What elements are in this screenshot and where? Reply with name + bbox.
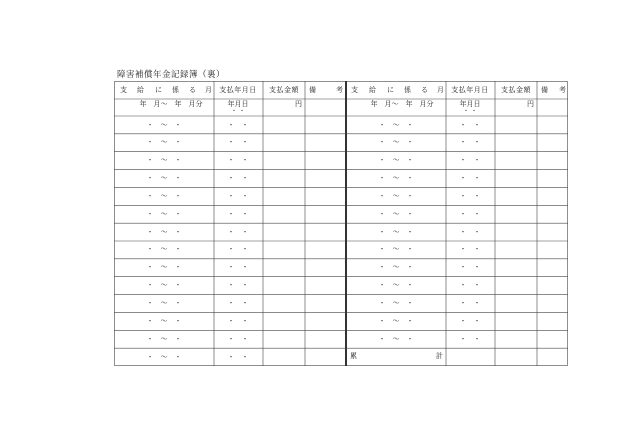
header-period-char: 給 [137,86,145,94]
row-pay-date: ・ ・ [459,227,481,236]
row-pay-date: ・ ・ [459,209,481,218]
row-period: ・ 〜 ・ [146,245,182,254]
row-pay-date: ・ ・ [459,138,481,147]
header-amount: 支払金額 [501,86,531,94]
row-period: ・ 〜 ・ [146,281,182,290]
units-pay-date-dots: ・ ・ [231,108,245,115]
row-pay-date: ・ ・ [227,120,249,129]
row-period: ・ 〜 ・ [146,191,182,200]
row-pay-date: ・ ・ [227,174,249,183]
units-pay-date: 年月日 [459,100,481,108]
header-period-char: 月 [437,86,445,94]
row-period: ・ 〜 ・ [378,299,414,308]
row-pay-date: ・ ・ [459,174,481,183]
row-period: ・ 〜 ・ [378,281,414,290]
row-pay-date: ・ ・ [227,352,249,361]
header-amount: 支払金額 [269,86,299,94]
row-period: ・ 〜 ・ [378,227,414,236]
header-remarks-char: 考 [336,86,344,94]
header-period-char: 月 [205,86,213,94]
row-pay-date: ・ ・ [227,334,249,343]
units-period: 年 月〜 年 月分 [370,100,434,108]
row-period: ・ 〜 ・ [378,245,414,254]
row-period: ・ 〜 ・ [146,263,182,272]
row-pay-date: ・ ・ [459,245,481,254]
row-pay-date: ・ ・ [227,263,249,272]
header-period-char: る [421,86,429,94]
row-pay-date: ・ ・ [459,316,481,325]
row-pay-date: ・ ・ [459,156,481,165]
row-period: ・ 〜 ・ [378,191,414,200]
units-amount: 円 [295,100,302,108]
row-pay-date: ・ ・ [227,299,249,308]
header-period-char: 支 [351,86,359,94]
row-pay-date: ・ ・ [459,263,481,272]
row-period: ・ 〜 ・ [146,156,182,165]
row-pay-date: ・ ・ [459,299,481,308]
header-pay-date: 支払年月日 [451,86,489,94]
total-label-start: 累 [350,352,357,360]
row-pay-date: ・ ・ [227,281,249,290]
row-pay-date: ・ ・ [459,334,481,343]
row-period: ・ 〜 ・ [146,120,182,129]
units-amount: 円 [527,100,534,108]
row-period: ・ 〜 ・ [378,156,414,165]
row-period: ・ 〜 ・ [146,352,182,361]
header-remarks-char: 考 [559,86,567,94]
header-pay-date: 支払年月日 [219,86,257,94]
row-pay-date: ・ ・ [227,138,249,147]
row-pay-date: ・ ・ [459,191,481,200]
header-period-char: 係 [172,86,180,94]
units-pay-date: 年月日 [227,100,249,108]
row-pay-date: ・ ・ [459,120,481,129]
header-period-char: に [387,86,395,94]
row-pay-date: ・ ・ [227,209,249,218]
units-pay-date-dots: ・ ・ [463,108,477,115]
header-period-char: 支 [120,86,128,94]
header-remarks-char: 備 [309,86,317,94]
row-period: ・ 〜 ・ [378,263,414,272]
row-period: ・ 〜 ・ [146,174,182,183]
ledger-table [114,81,568,366]
row-pay-date: ・ ・ [227,316,249,325]
page-title: 障害補償年金記録簿（裏） [117,70,226,80]
total-label-end: 計 [436,352,443,360]
row-pay-date: ・ ・ [459,281,481,290]
header-remarks-char: 備 [541,86,549,94]
table-grid [114,81,568,366]
header-period-char: る [189,86,197,94]
row-period: ・ 〜 ・ [146,209,182,218]
header-period-char: 給 [369,86,377,94]
row-period: ・ 〜 ・ [146,334,182,343]
row-period: ・ 〜 ・ [146,316,182,325]
row-period: ・ 〜 ・ [378,174,414,183]
units-period: 年 月〜 年 月分 [139,100,203,108]
row-pay-date: ・ ・ [227,156,249,165]
row-period: ・ 〜 ・ [146,138,182,147]
row-period: ・ 〜 ・ [378,209,414,218]
row-pay-date: ・ ・ [227,227,249,236]
row-period: ・ 〜 ・ [146,299,182,308]
row-pay-date: ・ ・ [227,191,249,200]
row-pay-date: ・ ・ [227,245,249,254]
header-period-char: に [155,86,163,94]
row-period: ・ 〜 ・ [378,120,414,129]
row-period: ・ 〜 ・ [378,316,414,325]
row-period: ・ 〜 ・ [146,227,182,236]
row-period: ・ 〜 ・ [378,334,414,343]
row-period: ・ 〜 ・ [378,138,414,147]
header-period-char: 係 [404,86,412,94]
